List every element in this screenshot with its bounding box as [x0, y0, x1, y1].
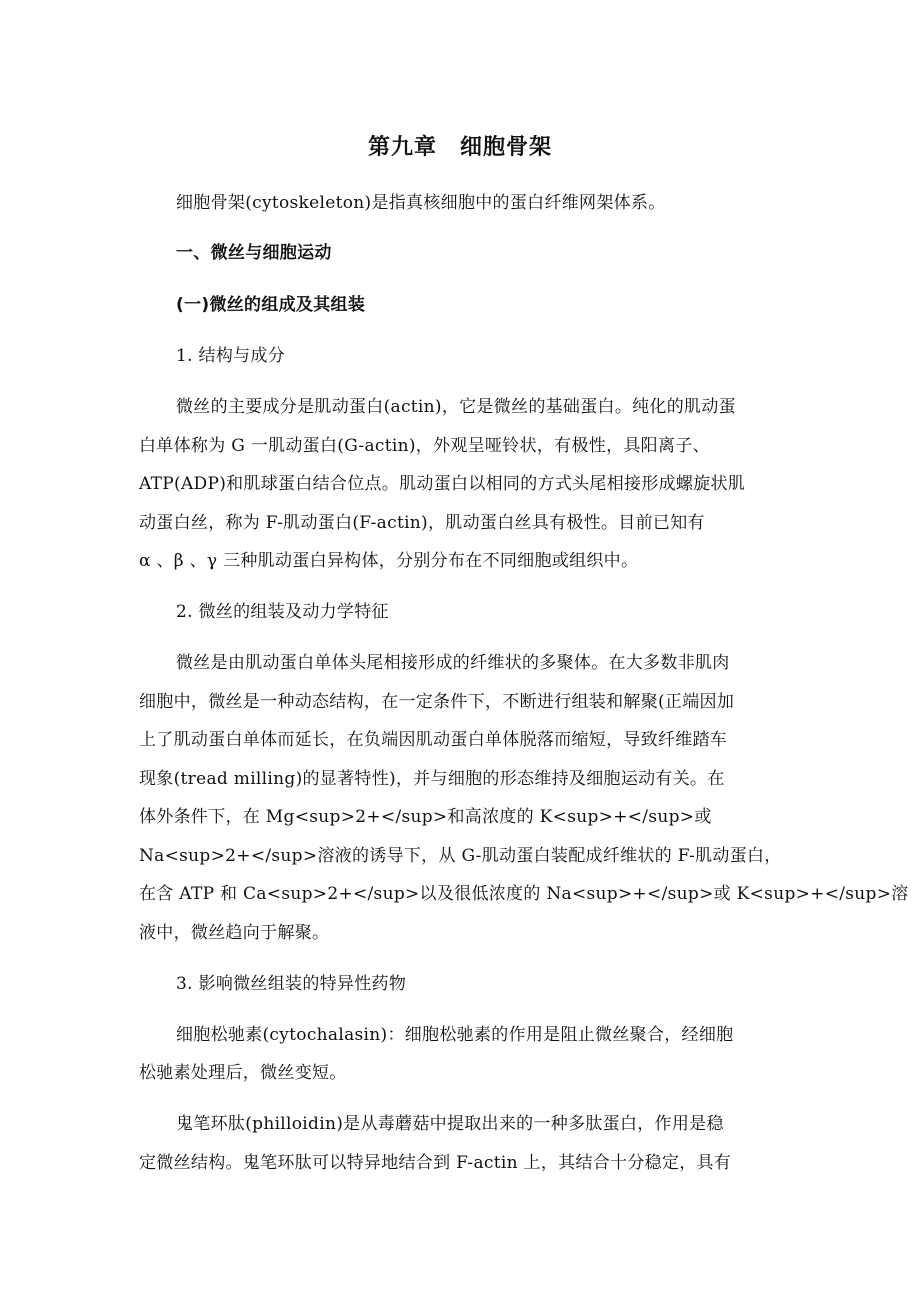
- paragraph-line: 微丝是由肌动蛋白单体头尾相接形成的纤维状的多聚体。在大多数非肌肉: [176, 653, 730, 673]
- paragraph-line: 松驰素处理后，微丝变短。: [139, 1063, 347, 1083]
- item-heading: 1. 结构与成分: [176, 346, 286, 366]
- paragraph-line: 白单体称为 G 一肌动蛋白(G-actin)，外观呈哑铃状，有极性，具阳离子、: [139, 436, 710, 456]
- subsection-heading: (一)微丝的组成及其组装: [176, 295, 366, 315]
- paragraph-line: α 、β 、γ 三种肌动蛋白异构体，分别分布在不同细胞或组织中。: [139, 551, 639, 571]
- item-heading: 2. 微丝的组装及动力学特征: [176, 602, 389, 622]
- chapter-title: 第九章 细胞骨架: [367, 135, 552, 160]
- section-heading: 一、微丝与细胞运动: [176, 243, 332, 263]
- paragraph-line: 细胞松驰素(cytochalasin)：细胞松驰素的作用是阻止微丝聚合，经细胞: [176, 1025, 734, 1045]
- intro-paragraph: 细胞骨架(cytoskeleton)是指真核细胞中的蛋白纤维网架体系。: [176, 193, 666, 213]
- paragraph-line: 鬼笔环肽(philloidin)是从毒蘑菇中提取出来的一种多肽蛋白，作用是稳: [176, 1114, 724, 1134]
- paragraph-line: 液中，微丝趋向于解聚。: [139, 923, 330, 943]
- paragraph-line: 上了肌动蛋白单体而延长，在负端因肌动蛋白单体脱落而缩短，导致纤维踏车: [139, 730, 728, 750]
- item-heading: 3. 影响微丝组装的特异性药物: [176, 974, 407, 994]
- paragraph-line: 现象(tread milling)的显著特性)，并与细胞的形态维持及细胞运动有关。在: [139, 769, 725, 789]
- paragraph-line: ATP(ADP)和肌球蛋白结合位点。肌动蛋白以相同的方式头尾相接形成螺旋状肌: [139, 474, 746, 494]
- paragraph-line: 细胞中，微丝是一种动态结构，在一定条件下，不断进行组装和解聚(正端因加: [139, 692, 735, 712]
- paragraph-line: 定微丝结构。鬼笔环肽可以特异地结合到 F-actin 上，其结合十分稳定，具有: [139, 1153, 732, 1173]
- paragraph-line: Na<sup>2+</sup>溶液的诱导下，从 G-肌动蛋白装配成纤维状的 F-肌动蛋白，: [139, 846, 782, 866]
- paragraph-line: 体外条件下，在 Mg<sup>2+</sup>和高浓度的 K<sup>+</sup>或: [139, 807, 712, 827]
- paragraph-line: 动蛋白丝，称为 F-肌动蛋白(F-actin)，肌动蛋白丝具有极性。目前已知有: [139, 513, 705, 533]
- paragraph-line: 微丝的主要成分是肌动蛋白(actin)，它是微丝的基础蛋白。纯化的肌动蛋: [176, 397, 736, 417]
- paragraph-line: 在含 ATP 和 Ca<sup>2+</sup>以及很低浓度的 Na<sup>+</sup>或 K<sup>+</sup>溶: [139, 884, 909, 904]
